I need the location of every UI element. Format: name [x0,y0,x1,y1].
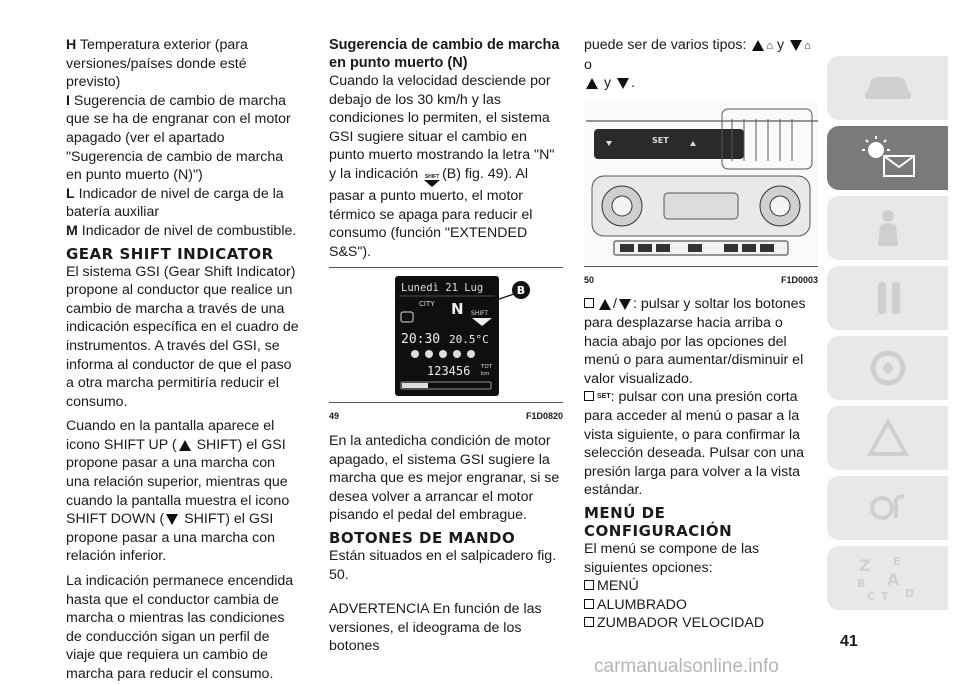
text-fragment: puede ser de varios tipos: [584,37,747,53]
road-hazard-icon [866,418,910,458]
set-button-icon: SET [597,393,611,401]
list-item [584,596,818,615]
lower-button [688,244,702,252]
panel-set-label: SET [652,135,669,145]
display-temp: 20.5°C [449,333,489,347]
legend-letter: H [66,37,77,53]
shift-up-icon [179,440,191,451]
text-fragment: : pulsar y soltar los botones para desplazarse hacia arriba o hacia abajo por las opciones del menú o para aumentar/disminuir el valor visualizado. [584,296,806,387]
figure-50 [584,101,818,266]
display-figure-icon [467,350,475,358]
text-fragment: y [603,75,612,92]
column-2 [329,36,563,656]
index-letter: E [892,555,901,568]
list-item [584,614,818,633]
figure-number: 49 [329,411,340,422]
text-fragment: (B) fig. 49). Al pasar a punto muerto, el motor térmico se apaga para reducir el consumo (función "EXTENDED S&S"). [329,165,533,260]
section-heading-neutral: Sugerencia de cambio de marcha en punto muerto (N) [329,37,560,71]
lower-button [724,244,738,252]
down-flag-icon: ⌂ [804,40,811,52]
text-fragment: Cuando en la pantalla aparece el icono SHIFT UP ( [66,418,275,453]
button-desc-set [584,388,818,500]
display-odometer: 123456 [427,364,471,379]
tab-emergency[interactable] [827,406,948,470]
index-letter: D [904,587,914,600]
tri-down-icon [424,180,440,187]
legend-item-m [66,222,302,241]
tab-car[interactable] [827,56,948,120]
legend-letter: I [66,92,70,109]
bullet-square-icon [584,298,594,308]
bullet-square-icon [584,391,594,401]
bullet-square-icon [584,580,594,590]
index-letter: T [880,590,889,603]
up-arrow-icon [586,78,598,89]
display-tot: TOT [481,364,493,371]
text-fragment: SHIFT) el GSI propone pasar a una marcha con relación inferior. [66,511,276,565]
index-letter: Z [858,556,871,575]
display-mode: CITY [419,300,435,309]
figure-divider [329,402,563,403]
display-gear: N [451,300,464,319]
tab-seatbelt[interactable] [827,196,948,260]
display-figure-icon [425,350,433,358]
up-arrow-icon [599,299,611,310]
text-fragment: / [613,296,617,313]
figure-caption-49 [329,407,563,426]
legend-text: Indicador de nivel de combustible. [81,222,297,239]
chapter-sidebar [827,56,948,616]
figure-divider [329,267,563,268]
display-figure-icon [453,350,461,358]
section-heading-gsi: GEAR SHIFT INDICATOR [66,244,274,263]
multimedia-icon [866,488,910,528]
index-icon [853,553,923,603]
watermark: carmanualsonline.info [594,656,779,677]
shift-small-label: SHIFT [424,173,440,180]
legend-item-l [66,185,302,222]
tab-maintenance[interactable] [827,266,948,330]
menu-item-label: ALUMBRADO [597,596,687,613]
column-3 [584,36,818,633]
text-fragment: Cuando la velocidad desciende por debajo de los 30 km/h y las condiciones lo permiten, el sistema GSI sugiere situar el cambio en punto muerto mostrando la letra "N" y la indicación [329,73,555,182]
display-fuel-level [402,383,428,388]
car-icon [861,71,915,105]
legend-text: Temperatura exterior (para versiones/países donde esté previsto) [66,37,248,91]
text-fragment: y [777,37,785,53]
wrench-icon [868,278,908,318]
display-shift: SHIFT [471,310,489,318]
display-date: Lunedì 21 Lug [401,282,484,295]
legend-text: Indicador de nivel de carga de la batería auxiliar [66,185,284,221]
lower-button [742,244,756,252]
menu-list [584,577,818,633]
tab-driving[interactable] [827,336,948,400]
climate-knob-left-inner [612,196,632,216]
display-km: km [481,371,490,378]
buttons-paragraph: Están situados en el salpicadero fig. 50. [329,547,557,583]
down-arrow-icon [790,40,802,51]
gsi-paragraph-1: El sistema GSI (Gear Shift Indicator) propone al conductor que realice un cambio de marcha a través de una indicación específica en el cuadro de instrumentos. A través del GSI, se informa al conductor de que el paso a otra marcha permitiría reducir el consumo. [66,263,299,410]
index-letter: A [886,570,899,589]
figure-code: F1D0820 [525,411,563,422]
dashboard-panel-image [584,101,818,266]
down-arrow-icon [617,78,629,89]
text-fragment: . [631,75,635,92]
menu-item-label: MENÚ [597,578,639,595]
climate-knob-right-inner [770,196,790,216]
menu-item-label: ZUMBADOR VELOCIDAD [597,615,765,632]
figure-code: F1D0003 [780,274,818,285]
warning-lights-icon [858,136,918,180]
button-desc-updown [584,295,818,388]
steering-wheel-icon [868,348,908,388]
icons-intro [584,36,818,93]
display-figure-icon [439,350,447,358]
up-flag-icon: ⌂ [766,40,774,52]
text-fragment: SHIFT) el GSI propone pasar a una marcha con una relación superior, mientras que cuando la pantalla muestra el icono SHIFT DOWN ( [66,436,290,528]
legend-item-h [66,36,302,92]
column-1 [66,36,302,684]
figure-number: 50 [584,274,595,285]
list-item [584,577,818,596]
legend-item-i [66,92,302,185]
climate-center [664,193,738,219]
section-heading-menu: MENÚ DE CONFIGURACIÓN [584,503,733,540]
display-time: 20:30 [401,332,441,348]
lower-button [638,244,652,252]
index-letter: B [856,577,865,590]
menu-paragraph: El menú se compone de las siguientes opciones: [584,540,760,576]
gsi-paragraph-2 [66,417,302,566]
seatbelt-icon [868,208,908,248]
neutral-paragraph-1 [329,72,563,261]
down-arrow-icon [619,299,631,310]
tab-index[interactable] [827,546,948,610]
neutral-paragraph-2: En la antedicha condición de motor apagado, el sistema GSI sugiere la marcha que es mejor engranar, si se desea volver a arrancar el motor pisando el pedal del embrague. [329,432,560,524]
text-fragment: : pulsar con una presión corta para acceder al menú o pasar a la vista siguiente, o para confirmar la selección deseada. Pulsar con una presión larga para volver a la vista estándar. [584,389,805,499]
text-fragment: o [584,56,592,73]
lower-button [620,244,634,252]
lower-button [760,244,774,252]
instrument-display-image [329,272,563,402]
callout-b-label: B [516,284,526,298]
shift-down-small-icon [424,174,440,187]
display-figure-icon [411,350,419,358]
shift-down-icon [166,514,178,525]
figure-caption-50 [584,271,818,290]
warning-paragraph: ADVERTENCIA En función de las versiones, el ideograma de los botones [329,601,542,655]
section-heading-buttons: BOTONES DE MANDO [329,528,516,547]
bullet-square-icon [584,599,594,609]
lower-buttons [620,244,774,252]
gsi-paragraph-3: La indicación permanece encendida hasta que el conductor cambia de marcha o mientras las condiciones de conducción sigan un perfil de viaje que requiera un cambio de marcha para reducir el consumo. [66,573,294,682]
tab-multimedia[interactable] [827,476,948,540]
figure-49 [329,272,563,402]
index-letter: C [866,590,875,603]
legend-text: Sugerencia de cambio de marcha que se ha de engranar con el motor apagado (ver el apartado "Sugerencia de cambio de marcha en punto muerto (N)") [66,92,291,184]
page-number: 41 [840,633,858,650]
bullet-square-icon [584,617,594,627]
legend-letter: L [66,185,75,202]
legend-letter: M [66,222,78,239]
lower-button [656,244,670,252]
tab-warning-lights[interactable] [827,126,948,190]
up-arrow-icon [752,40,764,51]
